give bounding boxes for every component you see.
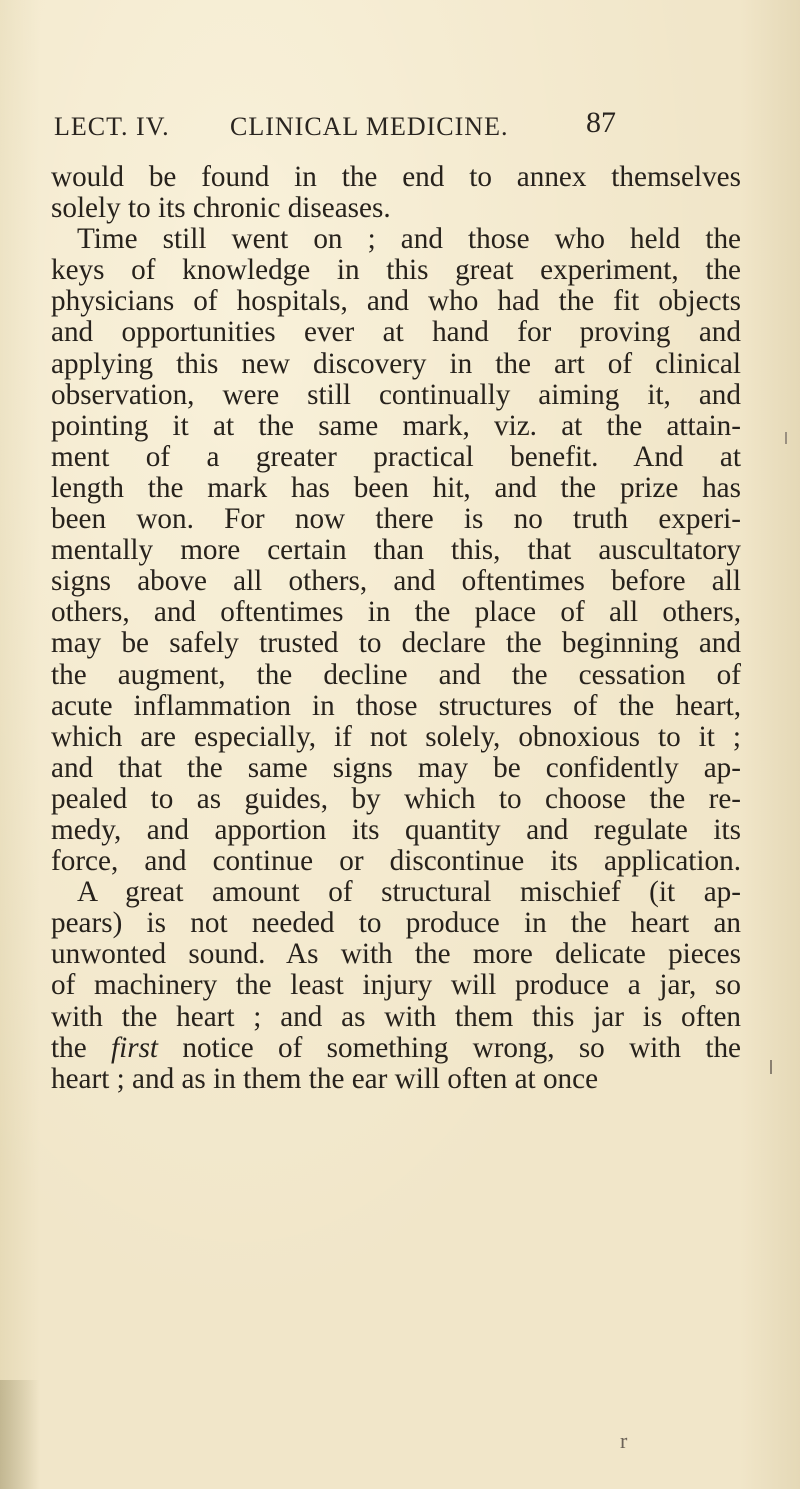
text-line [51,1002,741,1033]
text-line [51,660,741,691]
text-line [51,535,741,566]
text-segment: A great amount of structural mischief (it ap- [77,876,741,909]
text-segment: and opportunities ever at hand for proving and [51,316,741,349]
text-segment: pealed to as guides, by which to choose the re- [51,782,741,815]
text-line [51,815,741,846]
text-segment: medy, and apportion its quantity and regulate its [51,813,741,846]
text-segment: ment of a greater practical benefit. And at [51,440,741,473]
text-segment: unwonted sound. As with the more delicate pieces [51,938,741,971]
text-segment: length the mark has been hit, and the prize has [51,471,741,504]
text-line [51,846,741,877]
text-line [51,1033,741,1064]
text-segment: keys of knowledge in this great experiment, the [51,254,741,287]
text-segment: which are especially, if not solely, obnoxious to it ; [51,720,741,753]
text-line [51,255,741,286]
text-line [51,970,741,1001]
margin-mark [785,432,787,444]
text-line [51,691,741,722]
text-line [51,317,741,348]
text-line [51,286,741,317]
margin-mark [770,1060,772,1074]
text-line [51,193,741,224]
text-segment: observation, were still continually aiming it, and [51,378,741,411]
text-line [51,162,741,193]
text-line [51,442,741,473]
text-line [51,784,741,815]
running-title: CLINICAL MEDICINE. [230,112,509,141]
text-segment: with the heart ; and as with them this jar is often [51,1000,741,1033]
text-segment: the [51,1031,111,1064]
text-line [51,411,741,442]
text-segment: may be safely trusted to declare the beginning and [51,627,741,660]
text-segment: solely to its chronic diseases. [51,192,391,225]
text-line [51,380,741,411]
text-segment: pears) is not needed to produce in the heart an [51,907,741,940]
text-segment: force, and continue or discontinue its application. [51,845,741,878]
text-segment: others, and oftentimes in the place of all others, [51,596,741,629]
text-line [51,1064,741,1095]
text-segment: mentally more certain than this, that auscultatory [51,534,741,567]
text-segment: heart ; and as in them the ear will often at once [51,1062,599,1095]
text-segment: would be found in the end to annex themselves [51,161,741,193]
text-line [51,224,741,255]
text-segment: and that the same signs may be confidently ap- [51,751,741,784]
text-segment: notice of something wrong, so with the [158,1031,741,1064]
text-segment: pointing it at the same mark, viz. at the attain- [51,409,741,442]
lecture-label: LECT. IV. [54,112,170,141]
text-line [51,628,741,659]
text-segment: the augment, the decline and the cessation of [51,658,741,691]
text-segment: applying this new discovery in the art of clinical [51,347,741,380]
text-line [51,504,741,535]
text-segment: signs above all others, and oftentimes before all [51,565,741,598]
text-segment: been won. For now there is no truth experi- [51,503,741,536]
text-line [51,349,741,380]
text-line [51,722,741,753]
text-segment: of machinery the least injury will produce a jar, so [51,969,741,1002]
text-segment: acute inflammation in those structures of the heart, [51,689,741,722]
stray-mark: r [620,1428,628,1453]
running-head [46,106,782,152]
text-line [51,877,741,908]
body-text [51,162,741,1095]
text-line [51,597,741,628]
page-edge-shadow [0,1380,40,1489]
emphasis-text: first [111,1031,159,1064]
page-number: 87 [586,106,616,139]
text-line [51,908,741,939]
text-line [51,566,741,597]
text-segment: physicians of hospitals, and who had the fit objects [51,285,741,318]
text-line [51,939,741,970]
text-segment: Time still went on ; and those who held the [77,223,741,256]
text-line [51,753,741,784]
text-line [51,473,741,504]
